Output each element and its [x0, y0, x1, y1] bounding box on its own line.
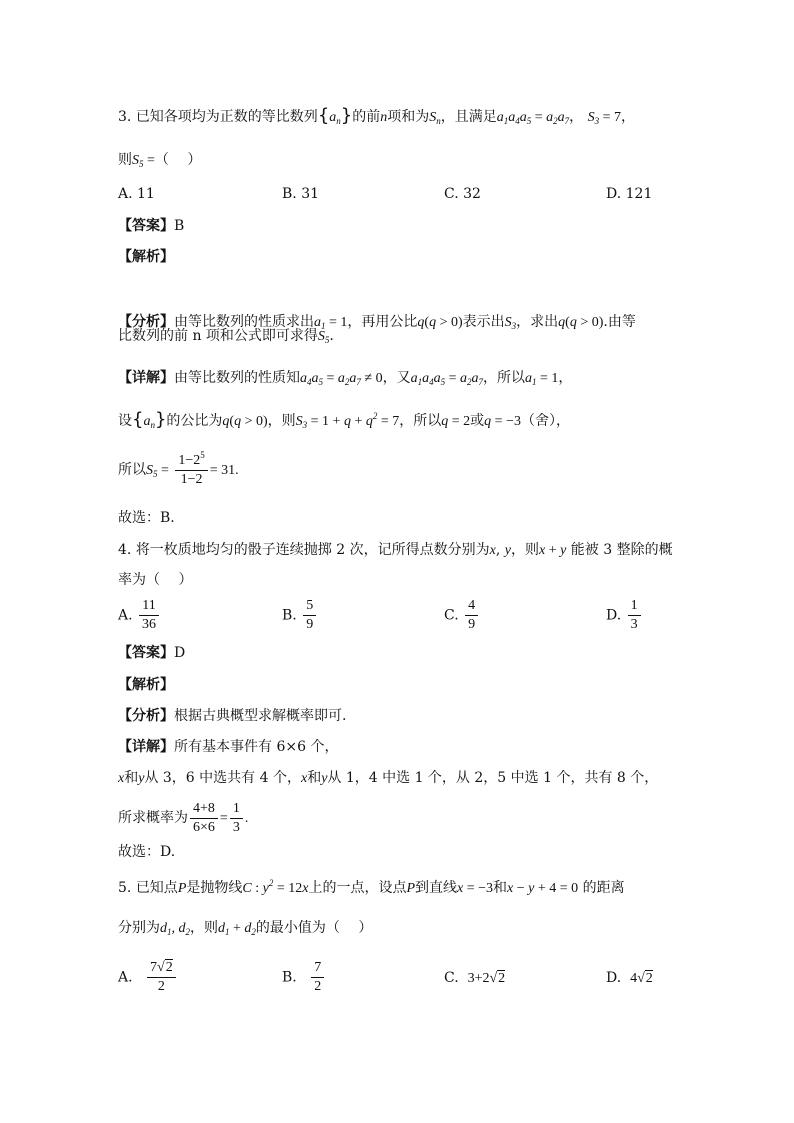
q4-fenxi: 【分析】根据古典概型求解概率即可.	[118, 708, 347, 724]
q3-option-a: A. 11	[118, 186, 155, 202]
q4-xiangjie-line1: 【详解】所有基本事件有 6×6 个，	[118, 739, 339, 755]
q4-stem-line2: 率为（ ）	[118, 572, 193, 588]
q3-xiangjie-line3: 所以$S_5$ = $\frac{1-2^5}{1-2}$ = 31.	[118, 449, 239, 487]
q4-answer: 【答案】D	[118, 645, 186, 661]
q4-analysis-heading: 【解析】	[118, 677, 174, 693]
q4-guxuan: 故选：D.	[118, 844, 176, 860]
q4-stem-line1: 4. 将一枚质地均匀的骰子连续抛掷 2 次，记所得点数分别为x, y，则x + y 能被 3 整除的概	[118, 542, 673, 558]
q5-option-d: D. 4√2	[606, 970, 653, 986]
q4-xiangjie-line2: x和y从 3，6 中选共有 4 个，x和y从 1，4 中选 1 个，从 2，5 中选 1 个，共有 8 个，	[118, 770, 659, 786]
q3-stem-line2: 则$S_5$ =（ ）	[118, 152, 202, 169]
q3-xiangjie-line1: 【详解】由等比数列的性质知$a_4a_5 = a_2a_7 \ne 0$，又$a_1a_4a_5 = a_2a_7$，所以$a_1 = 1$，	[118, 370, 573, 387]
q3-answer: 【答案】B	[118, 218, 185, 234]
q5-option-c: C. 3+2√2	[444, 970, 506, 986]
q5-stem-line1: 5. 已知点P是抛物线C : $y^2 = 12x$上的一点，设点P到直线x = −3和x − y + 4 = 0 的距离	[118, 878, 625, 896]
q4-xiangjie-line3: 所求概率为 $\frac{4+8}{6\times 6}$ = $\frac{1}{3}$ .	[118, 800, 249, 835]
q3-option-c: C. 32	[444, 186, 481, 202]
q3-option-d: D. 121	[606, 186, 653, 202]
q3-analysis-heading: 【解析】	[118, 249, 174, 265]
q3-number: 3.	[118, 109, 132, 125]
q3-fenxi-line1: 【分析】由等比数列的性质求出$a_1 = 1$，再用公比q(q > 0)表示出$S_3$，求出q(q > 0).由等	[118, 314, 636, 331]
q4-option-d: D. $\frac{1}{3}$	[606, 598, 643, 633]
q5-stem-line2: 分别为$d_1$, $d_2$，则$d_1 + d_2$的最小值为（ ）	[118, 920, 373, 937]
q3-option-b: B. 31	[282, 186, 320, 202]
q3-xiangjie-line2: 设$\{a_n\}$的公比为q(q > 0)，则$S_3 = 1 + q + q^2 = 7$，所以q = 2或q = −3（舍），	[118, 409, 570, 430]
q3-fraction: $\frac{1-2^5}{1-2}$	[175, 453, 207, 488]
q3-fenxi-line2: 比数列的前 n 项和公式即可求得$S_5$.	[118, 328, 334, 345]
q4-option-a: A. $\frac{11}{36}$	[118, 598, 161, 633]
q3-guxuan: 故选：B.	[118, 510, 175, 526]
q5-option-a: A. $\frac{7√2}{2}$	[118, 960, 178, 995]
q4-option-c: C. $\frac{4}{9}$	[444, 598, 480, 633]
q5-option-b: B. $\frac{7}{2}$	[282, 960, 326, 995]
q4-option-b: B. $\frac{5}{9}$	[282, 598, 318, 633]
q3-stem-line1: 3. 已知各项均为正数的等比数列$\{a_n\}$的前n项和为$S_n$，且满足$a_1a_4a_5 = a_2a_7$， $S_3 = 7$，	[118, 105, 635, 126]
q4-number: 4.	[118, 542, 132, 558]
q5-number: 5.	[118, 880, 132, 896]
